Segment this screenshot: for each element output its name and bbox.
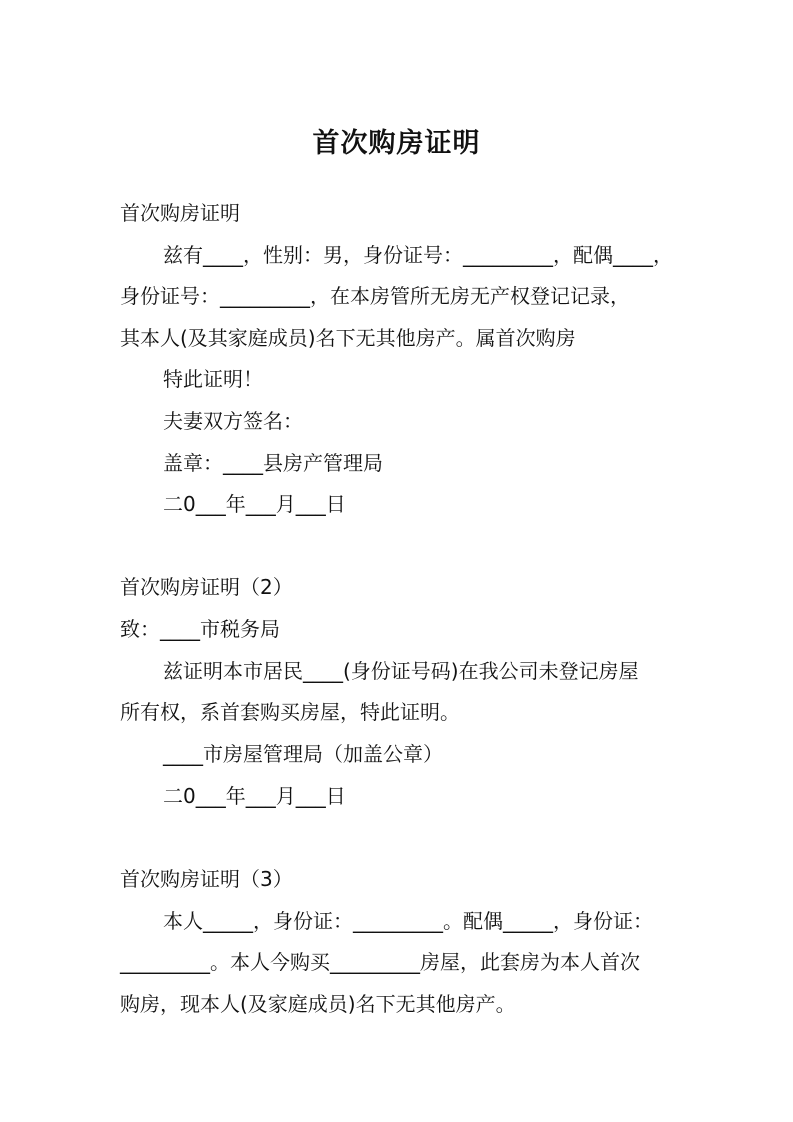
document-title: 首次购房证明	[312, 128, 481, 159]
section2-heading: 首次购房证明（2）	[120, 575, 293, 599]
section3-heading: 首次购房证明（3）	[120, 867, 293, 891]
section2-addressee: 致：____市税务局	[120, 617, 280, 641]
section3-paragraph-line-3: 购房，现本人(及家庭成员)名下无其他房产。	[120, 992, 516, 1016]
section2-issuer: ____市房屋管理局（加盖公章）	[163, 742, 443, 766]
section2-date: 二0___年___月___日	[163, 784, 346, 808]
section3-paragraph-line-1: 本人_____，身份证：_________。配偶_____，身份证：	[163, 909, 653, 933]
section1-signature: 夫妻双方签名：	[163, 409, 303, 433]
section1-closing: 特此证明！	[163, 367, 263, 391]
section1-date: 二0___年___月___日	[163, 492, 346, 516]
section1-paragraph-line-3: 其本人(及其家庭成员)名下无其他房产。属首次购房	[120, 326, 576, 350]
section1-seal: 盖章：____县房产管理局	[163, 451, 383, 475]
section2-paragraph-line-2: 所有权，系首套购买房屋，特此证明。	[120, 700, 460, 724]
section1-paragraph-line-2: 身份证号：_________，在本房管所无房无产权登记记录，	[120, 284, 630, 308]
section1-heading: 首次购房证明	[120, 201, 240, 225]
section3-paragraph-line-2: _________。本人今购买_________房屋，此套房为本人首次	[120, 950, 640, 974]
section2-paragraph-line-1: 兹证明本市居民____(身份证号码)在我公司未登记房屋	[163, 659, 639, 683]
section1-paragraph-line-1: 兹有____，性别：男，身份证号：_________，配偶____，	[163, 243, 673, 267]
